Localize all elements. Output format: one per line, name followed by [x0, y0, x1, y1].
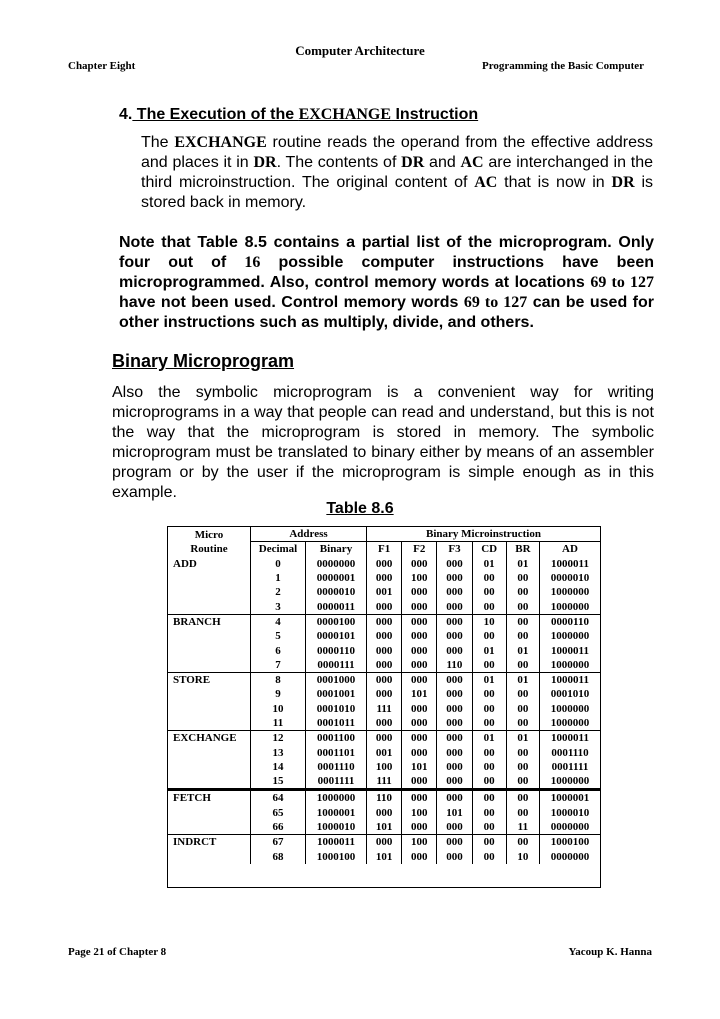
- cell-d: 3: [251, 599, 306, 614]
- cell-f2: 000: [402, 774, 437, 790]
- footer-page: Page 21 of Chapter 8: [68, 946, 167, 958]
- cell-d: 1: [251, 571, 306, 585]
- cell-r: [168, 745, 251, 759]
- cell-br: 00: [506, 702, 539, 716]
- cell-d: 10: [251, 702, 306, 716]
- cell-br: 00: [506, 629, 539, 643]
- cell-f1: 000: [367, 571, 402, 585]
- col-binary: Binary: [306, 542, 367, 557]
- cell-b: 0001010: [306, 702, 367, 716]
- table-row: [168, 629, 600, 643]
- cell-ad: 0001111: [540, 760, 601, 774]
- cell-r: EXCHANGE: [168, 731, 251, 746]
- cell-cd: 00: [472, 774, 506, 790]
- cell-f3: 101: [437, 806, 472, 820]
- cell-f2: 000: [402, 557, 437, 571]
- cell-f3: 000: [437, 835, 472, 850]
- col-f1: F1: [367, 542, 402, 557]
- cell-br: 00: [506, 599, 539, 614]
- cell-br: 00: [506, 585, 539, 599]
- cell-f2: 101: [402, 760, 437, 774]
- table-row: [168, 658, 600, 673]
- cell-r: BRANCH: [168, 614, 251, 629]
- cell-ad: 1000011: [540, 672, 601, 687]
- cell-f1: 000: [367, 557, 402, 571]
- cell-b: 0001100: [306, 731, 367, 746]
- cell-cd: 00: [472, 806, 506, 820]
- table-row: [168, 731, 600, 746]
- cell-ad: 1000100: [540, 835, 601, 850]
- cell-b: 1000011: [306, 835, 367, 850]
- cell-f3: 000: [437, 760, 472, 774]
- cell-r: INDRCT: [168, 835, 251, 850]
- cell-r: [168, 806, 251, 820]
- cell-br: 00: [506, 687, 539, 701]
- cell-f3: 000: [437, 571, 472, 585]
- header-section: Programming the Basic Computer: [481, 60, 644, 72]
- footer-author: Yacoup K. Hanna: [568, 946, 652, 958]
- cell-d: 14: [251, 760, 306, 774]
- cell-d: 11: [251, 716, 306, 731]
- cell-b: 0000010: [306, 585, 367, 599]
- cell-r: [168, 702, 251, 716]
- cell-r: ADD: [173, 557, 197, 570]
- cell-cd: 00: [472, 850, 506, 864]
- microprogram-table: [167, 526, 601, 888]
- cell-f1: 110: [367, 790, 402, 806]
- cell-f1: 101: [367, 820, 402, 835]
- cell-f1: 111: [367, 702, 402, 716]
- table-row: [168, 774, 600, 790]
- cell-cd: 00: [472, 658, 506, 673]
- cell-d: 4: [251, 614, 306, 629]
- cell-f1: 000: [367, 599, 402, 614]
- cell-f3: 000: [437, 731, 472, 746]
- kw-exchange: EXCHANGE: [174, 134, 267, 151]
- col-binary-micro: Binary Microinstruction: [367, 527, 601, 542]
- cell-d: 8: [251, 672, 306, 687]
- cell-f3: 000: [437, 672, 472, 687]
- table-caption: Table 8.6: [326, 500, 394, 517]
- table-row: [168, 716, 600, 731]
- num-range: 69 to 127: [590, 274, 655, 291]
- cell-f2: 000: [402, 731, 437, 746]
- table-row: [168, 835, 600, 850]
- cell-r: [168, 774, 251, 790]
- cell-f2: 000: [402, 702, 437, 716]
- cell-f3: 000: [437, 850, 472, 864]
- cell-f2: 100: [402, 571, 437, 585]
- cell-r: [168, 820, 251, 835]
- cell-b: 0000011: [306, 599, 367, 614]
- table-row: [168, 643, 600, 657]
- table-row: [168, 850, 600, 864]
- cell-b: 0001110: [306, 760, 367, 774]
- cell-ad: 0000000: [540, 850, 601, 864]
- table-row: [168, 571, 600, 585]
- cell-r: [168, 850, 251, 864]
- cell-f1: 000: [367, 731, 402, 746]
- cell-cd: 01: [472, 672, 506, 687]
- cell-f1: 100: [367, 760, 402, 774]
- cell-br: 00: [506, 774, 539, 790]
- table-row: [168, 760, 600, 774]
- cell-br: 00: [506, 658, 539, 673]
- cell-r: [168, 629, 251, 643]
- table-row: [168, 599, 600, 614]
- table-row: [168, 820, 600, 835]
- col-f2: F2: [402, 542, 437, 557]
- num-range: 69 to 127: [463, 294, 528, 311]
- cell-d: 68: [251, 850, 306, 864]
- cell-b: 0000001: [306, 571, 367, 585]
- cell-d: 15: [251, 774, 306, 790]
- cell-ad: 1000011: [540, 557, 601, 571]
- table-row: [168, 806, 600, 820]
- cell-f2: 000: [402, 629, 437, 643]
- cell-br: 01: [506, 672, 539, 687]
- cell-f3: 000: [437, 599, 472, 614]
- cell-f3: 000: [437, 774, 472, 790]
- col-f3: F3: [437, 542, 472, 557]
- cell-ad: 0001010: [540, 687, 601, 701]
- cell-f2: 000: [402, 643, 437, 657]
- cell-cd: 00: [472, 760, 506, 774]
- kw-dr: DR: [401, 154, 425, 171]
- cell-ad: 1000000: [540, 658, 601, 673]
- cell-b: 0001001: [306, 687, 367, 701]
- cell-f2: 000: [402, 658, 437, 673]
- cell-br: 00: [506, 790, 539, 806]
- table-row: [168, 790, 600, 806]
- cell-r: [168, 571, 251, 585]
- cell-f3: 000: [437, 687, 472, 701]
- cell-f2: 100: [402, 806, 437, 820]
- section-title-a: The Execution of the: [132, 106, 299, 123]
- cell-r: [168, 760, 251, 774]
- cell-f3: 000: [437, 745, 472, 759]
- cell-r: STORE: [168, 672, 251, 687]
- cell-f3: 000: [437, 585, 472, 599]
- cell-d: 64: [251, 790, 306, 806]
- cell-f3: 000: [437, 702, 472, 716]
- table-row: [168, 702, 600, 716]
- cell-f2: 000: [402, 672, 437, 687]
- cell-f1: 000: [367, 643, 402, 657]
- cell-cd: 01: [472, 643, 506, 657]
- cell-r: FETCH: [168, 790, 251, 806]
- cell-b: 1000100: [306, 850, 367, 864]
- cell-br: 00: [506, 806, 539, 820]
- cell-br: 00: [506, 760, 539, 774]
- cell-f2: 100: [402, 835, 437, 850]
- cell-d: 12: [251, 731, 306, 746]
- cell-f3: 000: [437, 716, 472, 731]
- num-16: 16: [244, 254, 261, 271]
- cell-d: 0: [251, 557, 306, 571]
- cell-ad: 0000010: [540, 571, 601, 585]
- cell-br: 00: [506, 614, 539, 629]
- cell-r: [168, 599, 251, 614]
- cell-b: 0001101: [306, 745, 367, 759]
- kw-ac: AC: [460, 154, 484, 171]
- cell-r: [168, 687, 251, 701]
- cell-ad: 0001110: [540, 745, 601, 759]
- section-title-c: Instruction: [391, 106, 479, 123]
- cell-cd: 00: [472, 790, 506, 806]
- cell-ad: 1000000: [540, 585, 601, 599]
- table-row: [168, 585, 600, 599]
- cell-f1: 000: [367, 614, 402, 629]
- cell-b: 0000111: [306, 658, 367, 673]
- cell-b: 0000000: [306, 557, 367, 571]
- cell-r: [168, 585, 251, 599]
- cell-f3: 000: [437, 557, 472, 571]
- section-number: 4.: [119, 106, 133, 123]
- cell-br: 11: [506, 820, 539, 835]
- cell-b: 0000100: [306, 614, 367, 629]
- cell-ad: 1000010: [540, 806, 601, 820]
- cell-f1: 000: [367, 629, 402, 643]
- cell-f2: 000: [402, 850, 437, 864]
- cell-cd: 00: [472, 835, 506, 850]
- table-row: [168, 614, 600, 629]
- cell-cd: 00: [472, 745, 506, 759]
- cell-f2: 000: [402, 599, 437, 614]
- cell-b: 0000101: [306, 629, 367, 643]
- cell-cd: 00: [472, 599, 506, 614]
- cell-b: 1000001: [306, 806, 367, 820]
- cell-f2: 000: [402, 820, 437, 835]
- cell-f3: 000: [437, 820, 472, 835]
- table-row: [168, 687, 600, 701]
- cell-b: 0001111: [306, 774, 367, 790]
- cell-cd: 00: [472, 629, 506, 643]
- col-br: BR: [506, 542, 539, 557]
- col-address: Address: [251, 527, 367, 542]
- cell-cd: 00: [472, 820, 506, 835]
- kw-ac: AC: [474, 174, 498, 191]
- cell-f1: 101: [367, 850, 402, 864]
- cell-f1: 111: [367, 774, 402, 790]
- cell-br: 00: [506, 835, 539, 850]
- cell-br: 00: [506, 571, 539, 585]
- kw-dr: DR: [253, 154, 277, 171]
- cell-ad: 0000110: [540, 614, 601, 629]
- exchange-paragraph: The EXCHANGE routine reads the operand from the effective address and places it in DR. The contents of DR and AC are interchanged in the third microinstruction. The original content of AC that is now in DR is stored back in memory.: [141, 134, 654, 211]
- cell-d: 7: [251, 658, 306, 673]
- binary-paragraph: Also the symbolic microprogram is a convenient way for writing microprograms in a way that people can read and understand, but this is not the way that the microprogram is stored in memory. The symbolic microprogram must be translated to binary either by means of an assembler program or by the user if the microprogram is simple enough as in this example.: [112, 384, 654, 501]
- cell-br: 01: [506, 557, 539, 571]
- cell-f1: 000: [367, 835, 402, 850]
- cell-f1: 001: [367, 585, 402, 599]
- cell-d: 9: [251, 687, 306, 701]
- cell-d: 67: [251, 835, 306, 850]
- cell-f3: 110: [437, 658, 472, 673]
- cell-cd: 00: [472, 571, 506, 585]
- cell-f2: 101: [402, 687, 437, 701]
- binary-microprogram-heading: Binary Microprogram: [112, 351, 295, 371]
- cell-br: 01: [506, 731, 539, 746]
- cell-ad: 1000000: [540, 774, 601, 790]
- cell-cd: 10: [472, 614, 506, 629]
- cell-cd: 00: [472, 585, 506, 599]
- col-routine: Micro Routine: [190, 528, 228, 555]
- cell-f2: 000: [402, 745, 437, 759]
- cell-r: [168, 658, 251, 673]
- cell-b: 1000010: [306, 820, 367, 835]
- cell-d: 5: [251, 629, 306, 643]
- cell-d: 6: [251, 643, 306, 657]
- cell-br: 01: [506, 643, 539, 657]
- cell-f3: 000: [437, 643, 472, 657]
- col-decimal: Decimal: [251, 542, 306, 557]
- header-chapter: Chapter Eight: [68, 60, 136, 72]
- cell-f1: 000: [367, 806, 402, 820]
- cell-d: 66: [251, 820, 306, 835]
- cell-f1: 001: [367, 745, 402, 759]
- cell-ad: 1000001: [540, 790, 601, 806]
- cell-ad: 0000000: [540, 820, 601, 835]
- cell-r: [168, 716, 251, 731]
- cell-cd: 00: [472, 716, 506, 731]
- cell-b: 0001011: [306, 716, 367, 731]
- note-paragraph: Note that Table 8.5 contains a partial list of the microprogram. Only four out of 16 possible computer instructions have been microprogrammed. Also, control memory words at locations 69 to 127 have not been used. Control memory words 69 to 127 can be used for other instructions such as multiply, divide, and others.: [119, 234, 655, 331]
- kw-dr: DR: [611, 174, 635, 191]
- cell-br: 10: [506, 850, 539, 864]
- cell-d: 2: [251, 585, 306, 599]
- cell-f3: 000: [437, 614, 472, 629]
- cell-f1: 000: [367, 658, 402, 673]
- cell-ad: 1000011: [540, 643, 601, 657]
- cell-ad: 1000000: [540, 716, 601, 731]
- cell-f2: 000: [402, 790, 437, 806]
- cell-ad: 1000011: [540, 731, 601, 746]
- cell-f3: 000: [437, 790, 472, 806]
- cell-b: 1000000: [306, 790, 367, 806]
- cell-b: 0000110: [306, 643, 367, 657]
- cell-ad: 1000000: [540, 629, 601, 643]
- cell-d: 13: [251, 745, 306, 759]
- cell-f1: 000: [367, 672, 402, 687]
- cell-f2: 000: [402, 716, 437, 731]
- cell-f3: 000: [437, 629, 472, 643]
- cell-br: 00: [506, 745, 539, 759]
- table-row: [168, 745, 600, 759]
- cell-ad: 1000000: [540, 599, 601, 614]
- cell-cd: 00: [472, 687, 506, 701]
- cell-d: 65: [251, 806, 306, 820]
- table-row: [168, 557, 600, 571]
- cell-r: [168, 643, 251, 657]
- section-4-heading: [119, 106, 478, 124]
- cell-br: 00: [506, 716, 539, 731]
- cell-cd: 00: [472, 702, 506, 716]
- col-cd: CD: [472, 542, 506, 557]
- table-row: [168, 672, 600, 687]
- cell-cd: 01: [472, 557, 506, 571]
- cell-f2: 000: [402, 614, 437, 629]
- cell-f1: 000: [367, 716, 402, 731]
- cell-f1: 000: [367, 687, 402, 701]
- header-title: Computer Architecture: [295, 43, 425, 58]
- cell-f2: 000: [402, 585, 437, 599]
- section-title-b: EXCHANGE: [298, 106, 392, 123]
- cell-ad: 1000000: [540, 702, 601, 716]
- cell-b: 0001000: [306, 672, 367, 687]
- cell-cd: 01: [472, 731, 506, 746]
- col-ad: AD: [540, 542, 601, 557]
